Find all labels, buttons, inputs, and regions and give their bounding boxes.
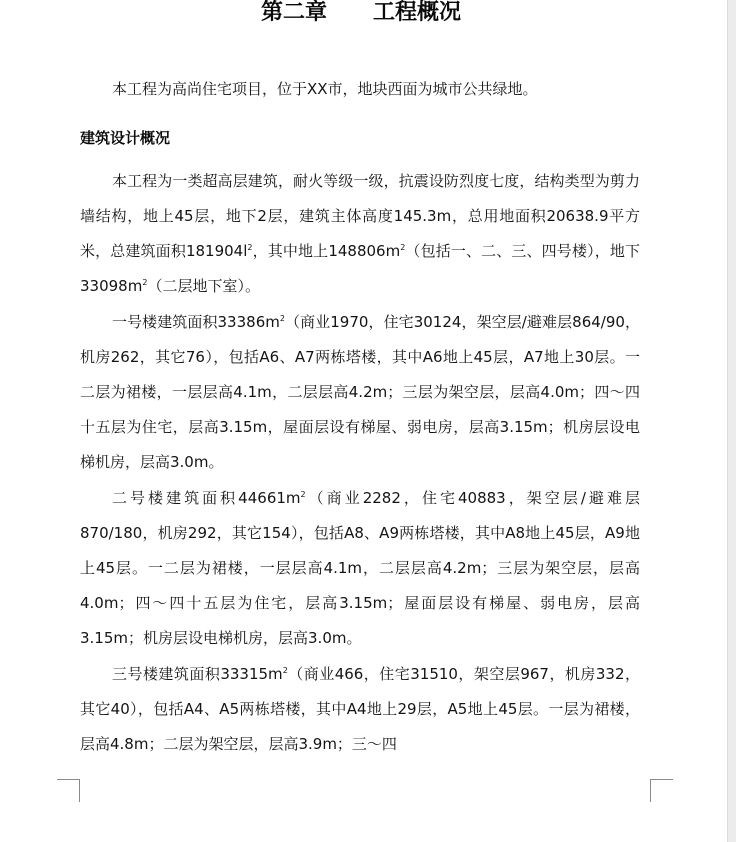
paragraph-overview [80,164,640,304]
p3-sup: 2 [300,490,306,499]
page-margin-corner-left [57,779,80,802]
p2-text-b: （商业1970，住宅30124，架空层/避难层864/90，机房262，其它76），包括A6、A7两栋塔楼，其中A6地上45层，A7地上30层。一二层为裙楼，一层层高4.1m，二层层高4.2m；三层为架空层，层高4.0m；四～四十五层为住宅，层高3.15m，屋面层设有梯屋、弱电房，层高3.15m；机房层设电梯机房，层高3.0m。 [80,313,640,471]
p2-text-a: 一号楼建筑面积33386m [112,313,280,331]
p1-sup-3: 2 [142,278,148,287]
paragraph-building-3 [80,657,640,762]
p4-sup: 2 [282,666,288,675]
p4-text-a: 三号楼建筑面积33315m [112,665,283,683]
paragraph-building-2 [80,481,640,656]
p1-text-b: ，其中地上148806m [252,242,401,260]
intro-paragraph [80,72,640,107]
paragraph-building-1 [80,305,640,480]
p1-text-d: （二层地下室）。 [147,277,260,295]
p2-sup: 2 [279,314,285,323]
intro-text: 本工程为高尚住宅项目，位于XX市，地块西面为城市公共绿地。 [112,80,538,98]
p1-text-a: 本工程为一类超高层建筑，耐火等级一级，抗震设防烈度七度，结构类型为剪力墙结构，地上45层，地下2层，建筑主体高度145.3m，总用地面积20638.9平方米，总建筑面积181904l [80,172,640,260]
section-heading: 建筑设计概况 [80,129,171,147]
window-right-edge [727,0,736,842]
p3-text-b: （商业2282，住宅40883，架空层/避难层870/180，机房292，其它154），包括A8、A9两栋塔楼，其中A8地上45层，A9地上45层。一二层为裙楼，一层层高4.1m，二层层高4.2m；三层为架空层，层高4.0m；四～四十五层为住宅，层高3.15m；屋面层设有梯屋、弱电房，层高3.15m；机房层设电梯机房，层高3.0m。 [80,489,640,647]
chapter-title: 第二章 工程概况 [261,0,461,25]
p4-text-b: （商业466，住宅31510，架空层967，机房332，其它40），包括A4、A5两栋塔楼，其中A4地上29层，A5地上45层。一层为裙楼，层高4.8m；二层为架空层，层高3.9m；三～四 [80,665,640,753]
p1-sup-2: 2 [400,243,406,252]
p1-text-c: （包括一、二、三、四号楼），地下33098m [80,242,640,295]
p1-sup-1: 2 [247,243,253,252]
page-margin-corner-right [650,779,673,802]
p3-text-a: 二号楼建筑面积44661m [112,489,301,507]
